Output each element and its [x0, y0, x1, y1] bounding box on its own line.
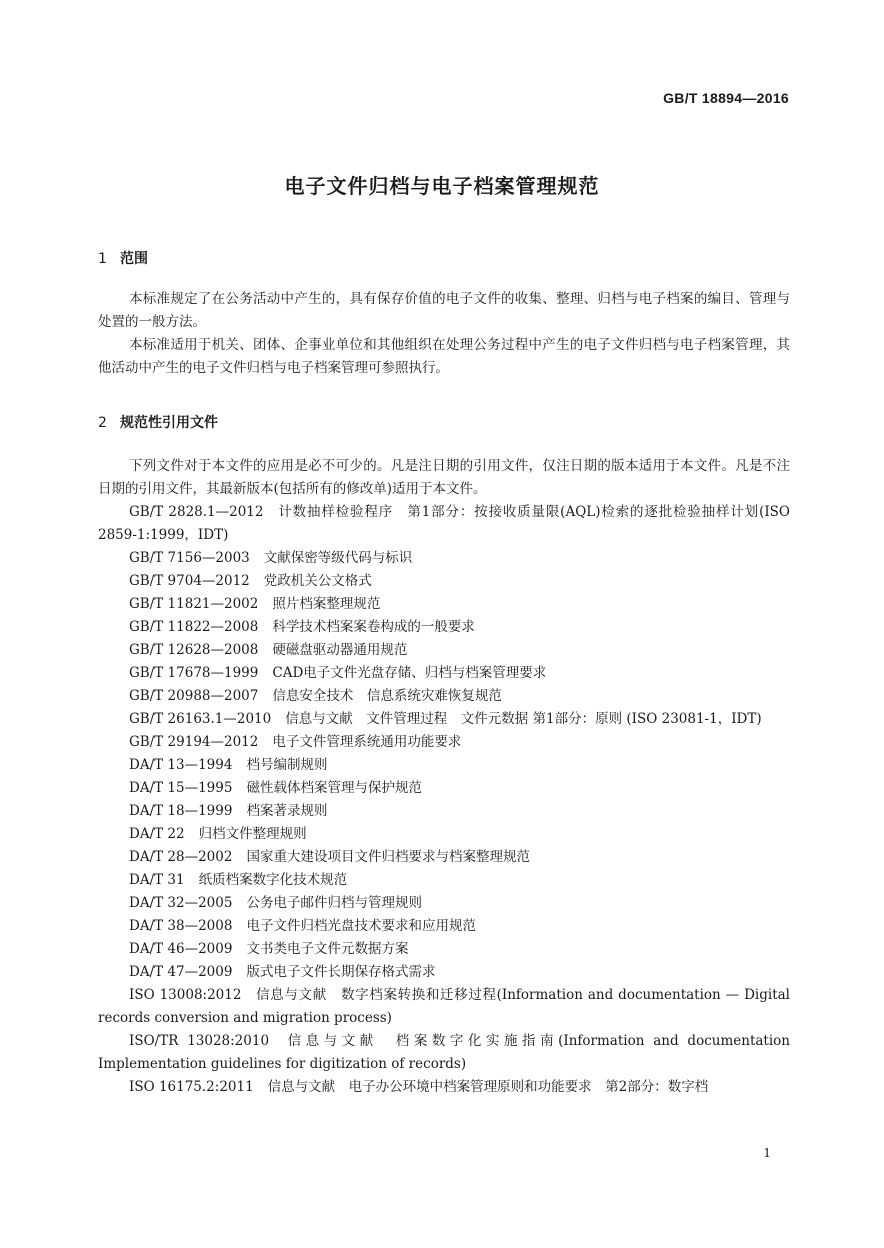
reference-title: 纸质档案数字化技术规范 — [198, 872, 348, 888]
section-2-heading — [98, 412, 218, 432]
reference-item — [98, 593, 790, 616]
section-1-heading — [98, 248, 148, 268]
standard-code: GB/T 18894—2016 — [663, 90, 789, 106]
reference-title: 照片档案整理规范 — [272, 596, 381, 612]
reference-item — [98, 961, 790, 984]
reference-title: 档案著录规则 — [246, 803, 328, 819]
section-2-title: 规范性引用文件 — [120, 415, 218, 431]
reference-title: 信息与文献 电子办公环境中档案管理原则和功能要求 第2部分：数字档 — [267, 1079, 709, 1095]
reference-item — [98, 938, 790, 961]
reference-item — [98, 1030, 790, 1076]
section-1-title: 范围 — [120, 251, 148, 267]
reference-code: DA/T 28—2002 — [129, 849, 233, 865]
reference-item — [98, 1076, 790, 1099]
reference-title: 档号编制规则 — [246, 757, 328, 773]
reference-code: GB/T 20988—2007 — [129, 688, 259, 704]
reference-code: DA/T 22 — [129, 826, 185, 842]
reference-title: 硬磁盘驱动器通用规范 — [272, 642, 408, 658]
reference-item — [98, 754, 790, 777]
reference-code: DA/T 47—2009 — [129, 964, 233, 980]
reference-code: DA/T 15—1995 — [129, 780, 233, 796]
reference-item — [98, 616, 790, 639]
reference-item — [98, 846, 790, 869]
reference-title: 电子文件归档光盘技术要求和应用规范 — [246, 918, 476, 934]
reference-list — [98, 501, 790, 1099]
paragraph: 本标准适用于机关、团体、企事业单位和其他组织在处理公务过程中产生的电子文件归档与电子档案管理，其他活动中产生的电子文件归档与电子档案管理可参照执行。 — [98, 337, 790, 376]
reference-title: 信息与文献 文件管理过程 文件元数据 第1部分：原则 (ISO 23081-1，IDT) — [285, 711, 762, 727]
reference-title: 公务电子邮件归档与管理规则 — [246, 895, 422, 911]
reference-title: 电子文件管理系统通用功能要求 — [272, 734, 462, 750]
references-intro: 下列文件对于本文件的应用是必不可少的。凡是注日期的引用文件，仅注日期的版本适用于本文件。凡是不注日期的引用文件，其最新版本(包括所有的修改单)适用于本文件。 — [98, 458, 790, 497]
reference-item — [98, 915, 790, 938]
reference-title: 归档文件整理规则 — [198, 826, 307, 842]
reference-code: GB/T 12628—2008 — [129, 642, 259, 658]
reference-item — [98, 547, 790, 570]
reference-code: GB/T 7156—2003 — [129, 550, 250, 566]
document-title: 电子文件归档与电子档案管理规范 — [284, 174, 600, 198]
reference-item — [98, 662, 790, 685]
reference-code: ISO 16175.2:2011 — [129, 1079, 254, 1095]
paragraph: 本标准规定了在公务活动中产生的，具有保存价值的电子文件的收集、整理、归档与电子档案的编目、管理与处置的一般方法。 — [98, 291, 790, 330]
section-2-number: 2 — [98, 415, 107, 431]
reference-item — [98, 501, 790, 547]
reference-code: DA/T 32—2005 — [129, 895, 233, 911]
reference-item — [98, 869, 790, 892]
reference-code: GB/T 9704—2012 — [129, 573, 250, 589]
reference-code: GB/T 17678—1999 — [129, 665, 259, 681]
reference-code: DA/T 31 — [129, 872, 185, 888]
reference-title: 党政机关公文格式 — [263, 573, 372, 589]
page-number: 1 — [763, 1146, 771, 1160]
reference-item — [98, 777, 790, 800]
section-1-number: 1 — [98, 251, 107, 267]
reference-title: 科学技术档案案卷构成的一般要求 — [272, 619, 475, 635]
reference-code: DA/T 38—2008 — [129, 918, 233, 934]
reference-code: GB/T 29194—2012 — [129, 734, 259, 750]
reference-item — [98, 892, 790, 915]
reference-title: 信息与文献 档案数字化实施指南(Information and documentation Implementation guidelines for digitization of records) — [98, 1033, 790, 1072]
reference-item — [98, 708, 790, 731]
reference-item — [98, 731, 790, 754]
reference-code: ISO 13008:2012 — [129, 987, 242, 1003]
reference-code: DA/T 13—1994 — [129, 757, 233, 773]
reference-code: GB/T 11822—2008 — [129, 619, 259, 635]
reference-item — [98, 984, 790, 1030]
section-1-body — [98, 288, 790, 380]
reference-code: GB/T 2828.1—2012 — [129, 504, 264, 520]
section-2-body — [98, 455, 790, 1099]
reference-item — [98, 685, 790, 708]
reference-title: CAD电子文件光盘存储、归档与档案管理要求 — [272, 665, 547, 681]
reference-title: 计数抽样检验程序 第1部分：按接收质量限(AQL)检索的逐批检验抽样计划(ISO 2859-1:1999，IDT) — [98, 504, 790, 543]
reference-code: DA/T 46—2009 — [129, 941, 233, 957]
reference-item — [98, 570, 790, 593]
reference-item — [98, 823, 790, 846]
reference-code: ISO/TR 13028:2010 — [129, 1033, 270, 1049]
reference-item — [98, 800, 790, 823]
reference-code: DA/T 18—1999 — [129, 803, 233, 819]
reference-title: 文献保密等级代码与标识 — [263, 550, 413, 566]
reference-title: 信息安全技术 信息系统灾难恢复规范 — [272, 688, 502, 704]
reference-title: 文书类电子文件元数据方案 — [246, 941, 409, 957]
reference-title: 国家重大建设项目文件归档要求与档案整理规范 — [246, 849, 530, 865]
reference-title: 版式电子文件长期保存格式需求 — [246, 964, 436, 980]
reference-item — [98, 639, 790, 662]
reference-title: 信息与文献 数字档案转换和迁移过程(Information and documentation — Digital records conversion and migration process) — [98, 987, 791, 1026]
reference-code: GB/T 11821—2002 — [129, 596, 259, 612]
reference-code: GB/T 26163.1—2010 — [129, 711, 272, 727]
reference-title: 磁性载体档案管理与保护规范 — [246, 780, 422, 796]
